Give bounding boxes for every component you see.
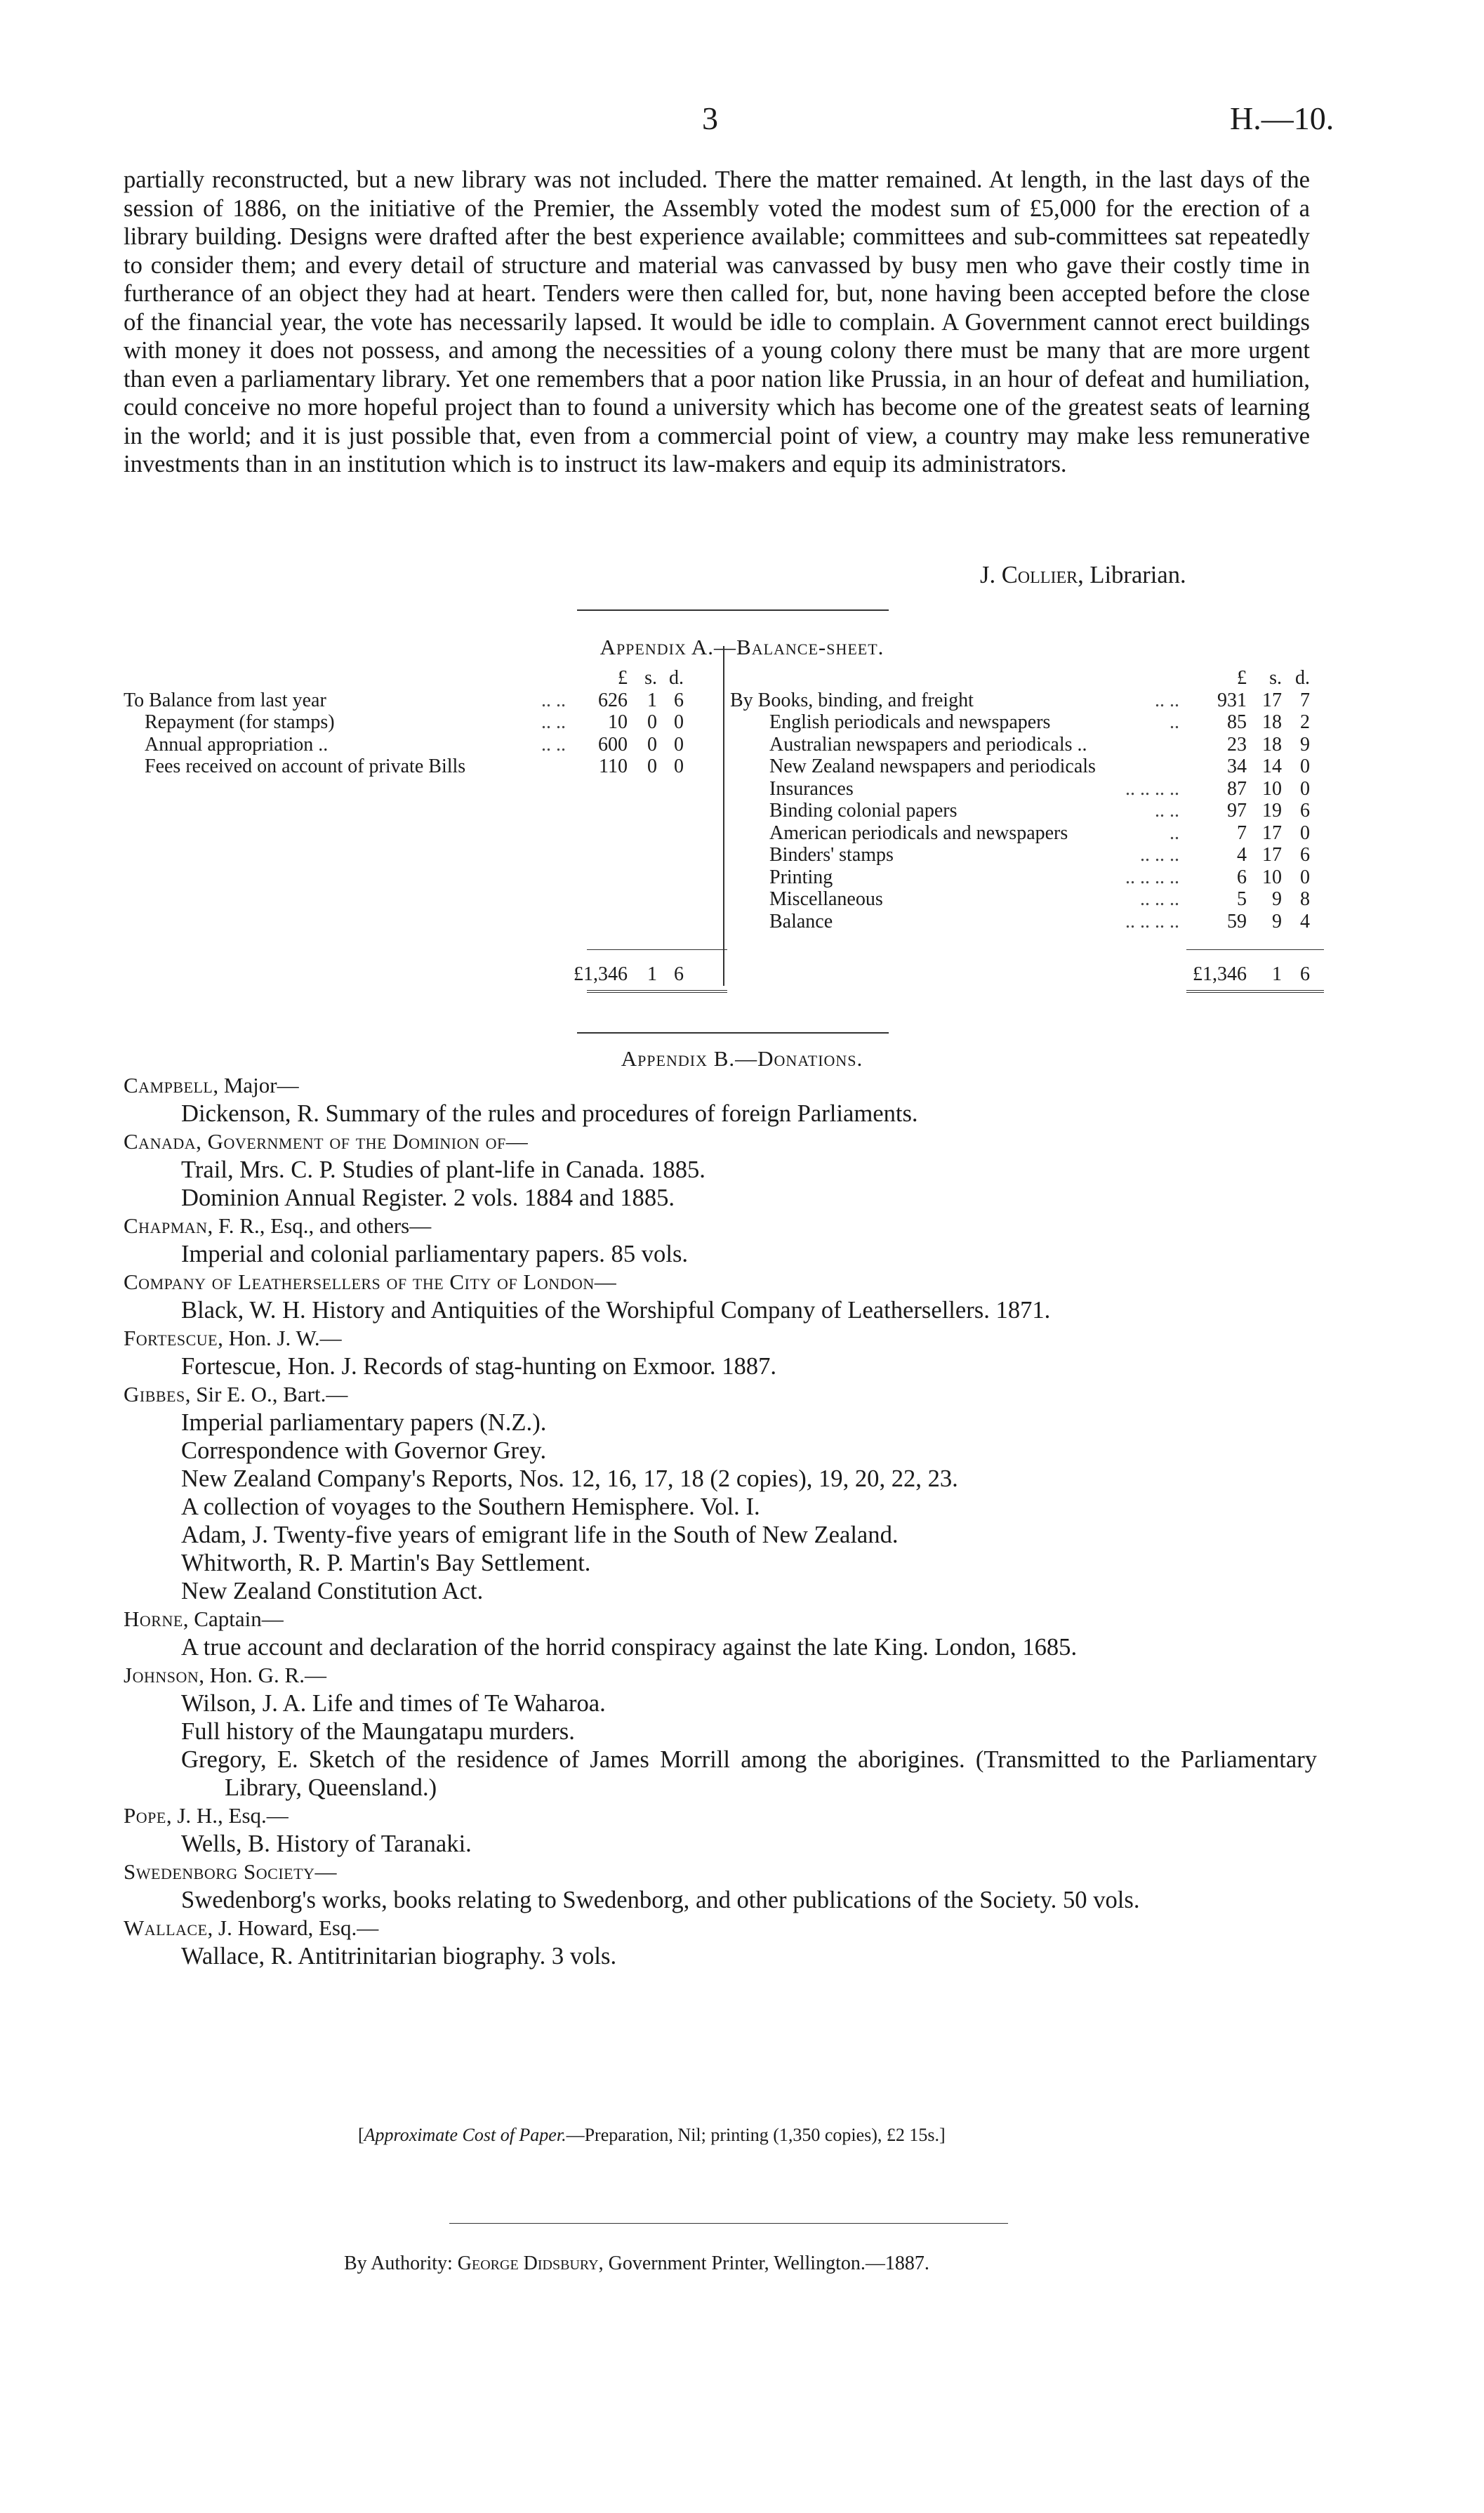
amount-shillings: 17	[1262, 689, 1282, 711]
currency-header: £	[618, 667, 628, 689]
balance-row	[730, 822, 1320, 845]
document-reference: H.—10.	[1230, 100, 1334, 136]
donation-item: Swedenborg's works, books relating to Swedenborg, and other publications of the Society. 50 vols.	[181, 1887, 1140, 1913]
amount-pounds: 931	[1217, 689, 1247, 711]
balance-total-row	[124, 963, 755, 986]
donation-item: Dickenson, R. Summary of the rules and procedures of foreign Parliaments.	[181, 1100, 918, 1127]
currency-header: s.	[644, 667, 657, 689]
amount-pence: 0	[674, 756, 684, 777]
donor-name: Gibbes	[124, 1382, 185, 1406]
donor-heading	[124, 1212, 1317, 1240]
donation-item: A collection of voyages to the Southern Hemisphere. Vol. I.	[181, 1493, 760, 1520]
donor-name: Company of Leathersellers of the City of London	[124, 1269, 595, 1294]
leader-dots: .. ..	[1155, 689, 1179, 711]
currency-header: £	[1237, 667, 1247, 689]
balance-total-row	[730, 963, 1362, 986]
amount-pounds: 626	[598, 689, 628, 711]
total-rule-bottom	[587, 990, 727, 993]
donor-suffix: , Major—	[213, 1073, 299, 1097]
donation-item: Dominion Annual Register. 2 vols. 1884 and 1885.	[181, 1185, 675, 1211]
row-label: Miscellaneous	[769, 888, 883, 910]
balance-row	[730, 866, 1320, 889]
donor-name: Pope	[124, 1803, 166, 1828]
donation-item: Whitworth, R. P. Martin's Bay Settlement.	[181, 1550, 591, 1576]
row-label: By Books, binding, and freight	[730, 689, 974, 711]
appendix-b-title: Appendix B.—Donations.	[621, 1046, 863, 1071]
donor-name: Horne	[124, 1607, 183, 1631]
donation-item: Wallace, R. Antitrinitarian biography. 3 vols.	[181, 1943, 617, 1970]
row-label: Fees received on account of private Bills	[145, 756, 466, 777]
donation-item: Fortescue, Hon. J. Records of stag-hunting on Exmoor. 1887.	[181, 1353, 777, 1380]
amount-pounds: 34	[1227, 756, 1247, 777]
amount-shillings: 10	[1262, 777, 1282, 800]
currency-header-row	[124, 667, 720, 690]
balance-sheet-expenditure	[730, 667, 1320, 932]
cost-footnote: [Approximate Cost of Paper.—Preparation, Nil; printing (1,350 copies), £2 15s.]	[358, 2125, 946, 2145]
donor-suffix: , Captain—	[183, 1607, 284, 1631]
printer-authority: By Authority: George Didsbury, Government Printer, Wellington.—1887.	[344, 2253, 929, 2274]
row-label: Printing	[769, 866, 833, 888]
currency-header: d.	[669, 667, 684, 689]
page-number: 3	[702, 100, 718, 136]
donation-item: A true account and declaration of the horrid conspiracy against the late King. London, 1685.	[181, 1634, 1078, 1661]
leader-dots: .. .. ..	[1140, 888, 1179, 910]
donor-heading	[124, 1914, 1317, 1942]
section-divider	[577, 1032, 889, 1034]
appendix-a-title: Appendix A.—Balance-sheet.	[599, 635, 885, 659]
leader-dots: .. ..	[541, 711, 566, 733]
amount-pence: 0	[674, 733, 684, 756]
amount-pence: 0	[1300, 822, 1310, 844]
printer-name: George Didsbury	[457, 2253, 599, 2274]
donation-item: New Zealand Company's Reports, Nos. 12, 16, 17, 18 (2 copies), 19, 20, 22, 23.	[181, 1465, 958, 1492]
total-shillings: 1	[647, 963, 657, 985]
signature	[980, 562, 1186, 589]
amount-shillings: 14	[1262, 756, 1282, 777]
row-label: Balance	[769, 910, 833, 932]
balance-row	[124, 734, 720, 756]
balance-row	[124, 711, 720, 734]
donor-suffix: —	[594, 1269, 616, 1294]
body-paragraph: partially reconstructed, but a new library was not included. There the matter remained. At length, in the last days of the session of 1886, on the initiative of the Premier, the Assembly voted the modest sum of £5,000 for the erection of a library building. Designs were drafted after the best experience available; committees and sub-committees sat repeatedly to consider them; and every detail of structure and material was canvassed by busy men who gave their costly time in furtherance of an object they had at heart. Tenders were then called for, but, none having been accepted before the close of the financial year, the vote has necessarily lapsed. It would be idle to complain. A Government cannot erect buildings with money it does not possess, and among the necessities of a young colony there must be many that are more urgent than even a parliamentary library. Yet one remembers that a poor nation like Prussia, in an hour of defeat and humiliation, could conceive no more hopeful project than to found a university which has become one of the greatest seats of learning in the world; and it is just possible that, even from a commercial point of view, a country may make less remunerative investments than in an institution which is to instruct its law-makers and equip its administrators.	[124, 166, 1310, 477]
donor-heading	[124, 1268, 1317, 1296]
balance-sheet-divider	[723, 646, 724, 986]
balance-row	[730, 734, 1320, 756]
amount-shillings: 18	[1262, 711, 1282, 733]
amount-pence: 6	[674, 689, 684, 711]
balance-row	[730, 800, 1320, 822]
amount-pence: 0	[1300, 756, 1310, 777]
row-label: New Zealand newspapers and periodicals	[769, 756, 1096, 777]
total-pence: 6	[1300, 963, 1310, 985]
amount-pounds: 7	[1237, 822, 1247, 844]
amount-pence: 6	[1300, 844, 1310, 866]
amount-pence: 4	[1300, 910, 1310, 932]
signature-name: J. Collier	[980, 562, 1078, 588]
donations-list	[124, 1071, 1317, 1970]
donation-item: Wells, B. History of Taranaki.	[181, 1831, 472, 1857]
balance-row	[730, 844, 1320, 866]
footer-rule	[449, 2223, 1008, 2224]
leader-dots: .. .. .. ..	[1125, 777, 1179, 800]
donation-item: New Zealand Constitution Act.	[181, 1578, 484, 1604]
amount-pounds: 5	[1237, 888, 1247, 910]
amount-pence: 8	[1300, 888, 1310, 910]
row-label: Repayment (for stamps)	[145, 711, 335, 733]
section-divider	[577, 609, 889, 611]
leader-dots: .. ..	[541, 689, 566, 711]
row-label: Annual appropriation ..	[145, 733, 329, 756]
amount-shillings: 9	[1272, 910, 1282, 932]
amount-shillings: 0	[647, 733, 657, 756]
amount-pounds: 59	[1227, 910, 1247, 932]
currency-header: s.	[1269, 667, 1282, 689]
donation-item: Imperial and colonial parliamentary papers. 85 vols.	[181, 1241, 689, 1267]
currency-header-row	[730, 667, 1320, 690]
amount-pounds: 85	[1227, 711, 1247, 733]
amount-shillings: 19	[1262, 800, 1282, 822]
amount-pounds: 4	[1237, 844, 1247, 866]
leader-dots: ..	[1170, 711, 1179, 733]
balance-row	[730, 690, 1320, 712]
leader-dots: .. ..	[541, 733, 566, 756]
donor-heading	[124, 1128, 1317, 1156]
amount-shillings: 10	[1262, 866, 1282, 888]
amount-pounds: 110	[599, 756, 628, 777]
donation-item: Gregory, E. Sketch of the residence of James Morrill among the aborigines. (Transmitted to the Parliamentary Library, Queensland.)	[181, 1746, 1317, 1801]
amount-pounds: 23	[1227, 733, 1247, 756]
donor-heading	[124, 1605, 1317, 1633]
signature-title: , Librarian.	[1078, 562, 1186, 588]
donor-name: Fortescue	[124, 1326, 218, 1350]
amount-pence: 9	[1300, 733, 1310, 756]
total-shillings: 1	[1272, 963, 1282, 985]
donor-heading	[124, 1071, 1317, 1100]
row-label: Australian newspapers and periodicals ..	[769, 733, 1087, 756]
donation-item: Wilson, J. A. Life and times of Te Waharoa.	[181, 1690, 606, 1717]
donor-name: Campbell	[124, 1073, 213, 1097]
donor-suffix: , J. H., Esq.—	[166, 1803, 289, 1828]
balance-row	[730, 778, 1320, 800]
total-rule-bottom	[1186, 990, 1324, 993]
leader-dots: .. .. .. ..	[1125, 910, 1179, 932]
donor-name: Chapman	[124, 1213, 208, 1238]
amount-pence: 0	[1300, 777, 1310, 800]
amount-pence: 6	[1300, 800, 1310, 822]
footnote-text: —Preparation, Nil; printing (1,350 copies), £2 15s.]	[566, 2125, 946, 2145]
amount-shillings: 17	[1262, 844, 1282, 866]
total-pounds: £1,346	[1193, 963, 1247, 985]
donation-item: Adam, J. Twenty-five years of emigrant life in the South of New Zealand.	[181, 1522, 899, 1548]
leader-dots: ..	[1170, 822, 1179, 844]
row-label: Insurances	[769, 777, 854, 800]
currency-header: d.	[1295, 667, 1310, 689]
donor-heading	[124, 1661, 1317, 1689]
row-label: Binders' stamps	[769, 844, 894, 866]
amount-shillings: 1	[647, 689, 657, 711]
row-label: Binding colonial papers	[769, 800, 958, 822]
amount-pounds: 600	[598, 733, 628, 756]
balance-row	[730, 911, 1320, 933]
donor-heading	[124, 1380, 1317, 1409]
donor-suffix: , Hon. G. R.—	[199, 1663, 326, 1687]
leader-dots: .. .. ..	[1140, 844, 1179, 866]
donation-item: Black, W. H. History and Antiquities of the Worshipful Company of Leathersellers. 1871.	[181, 1297, 1051, 1324]
amount-shillings: 0	[647, 756, 657, 777]
amount-pence: 0	[674, 711, 684, 733]
amount-shillings: 0	[647, 711, 657, 733]
leader-dots: .. ..	[1155, 800, 1179, 822]
amount-pence: 0	[1300, 866, 1310, 888]
total-pence: 6	[674, 963, 684, 985]
balance-row	[730, 711, 1320, 734]
donation-item: Full history of the Maungatapu murders.	[181, 1718, 575, 1745]
amount-pounds: 6	[1237, 866, 1247, 888]
donor-suffix: , Hon. J. W.—	[218, 1326, 342, 1350]
donor-suffix: —	[314, 1859, 337, 1884]
donation-item: Correspondence with Governor Grey.	[181, 1437, 547, 1464]
balance-row	[730, 756, 1320, 778]
donor-suffix: —	[505, 1129, 528, 1154]
donor-heading	[124, 1802, 1317, 1830]
donor-name: Canada, Government of the Dominion of	[124, 1129, 506, 1154]
amount-shillings: 18	[1262, 733, 1282, 756]
balance-row	[730, 888, 1320, 911]
donor-suffix: , Sir E. O., Bart.—	[185, 1382, 348, 1406]
donor-name: Wallace	[124, 1915, 208, 1940]
donor-suffix: , J. Howard, Esq.—	[207, 1915, 379, 1940]
total-rule-top	[1186, 949, 1324, 950]
donation-item: Imperial parliamentary papers (N.Z.).	[181, 1409, 547, 1436]
donor-suffix: , F. R., Esq., and others—	[207, 1213, 432, 1238]
amount-pence: 2	[1300, 711, 1310, 733]
total-rule-top	[587, 949, 727, 950]
donor-heading	[124, 1324, 1317, 1352]
amount-pounds: 97	[1227, 800, 1247, 822]
row-label: English periodicals and newspapers	[769, 711, 1051, 733]
donor-heading	[124, 1858, 1317, 1886]
donor-name: Swedenborg Society	[124, 1859, 315, 1884]
amount-pounds: 10	[608, 711, 628, 733]
amount-shillings: 9	[1272, 888, 1282, 910]
row-label: American periodicals and newspapers	[769, 822, 1068, 844]
leader-dots: .. .. .. ..	[1125, 866, 1179, 888]
donation-item: Trail, Mrs. C. P. Studies of plant-life in Canada. 1885.	[181, 1156, 705, 1183]
amount-shillings: 17	[1262, 822, 1282, 844]
balance-row	[124, 690, 720, 712]
balance-row	[124, 756, 720, 778]
amount-pence: 7	[1300, 689, 1310, 711]
balance-sheet-receipts	[124, 667, 720, 778]
donor-name: Johnson	[124, 1663, 199, 1687]
footnote-label: Approximate Cost of Paper.	[364, 2125, 567, 2145]
total-pounds: £1,346	[574, 963, 628, 985]
amount-pounds: 87	[1227, 777, 1247, 800]
row-label: To Balance from last year	[124, 689, 326, 711]
